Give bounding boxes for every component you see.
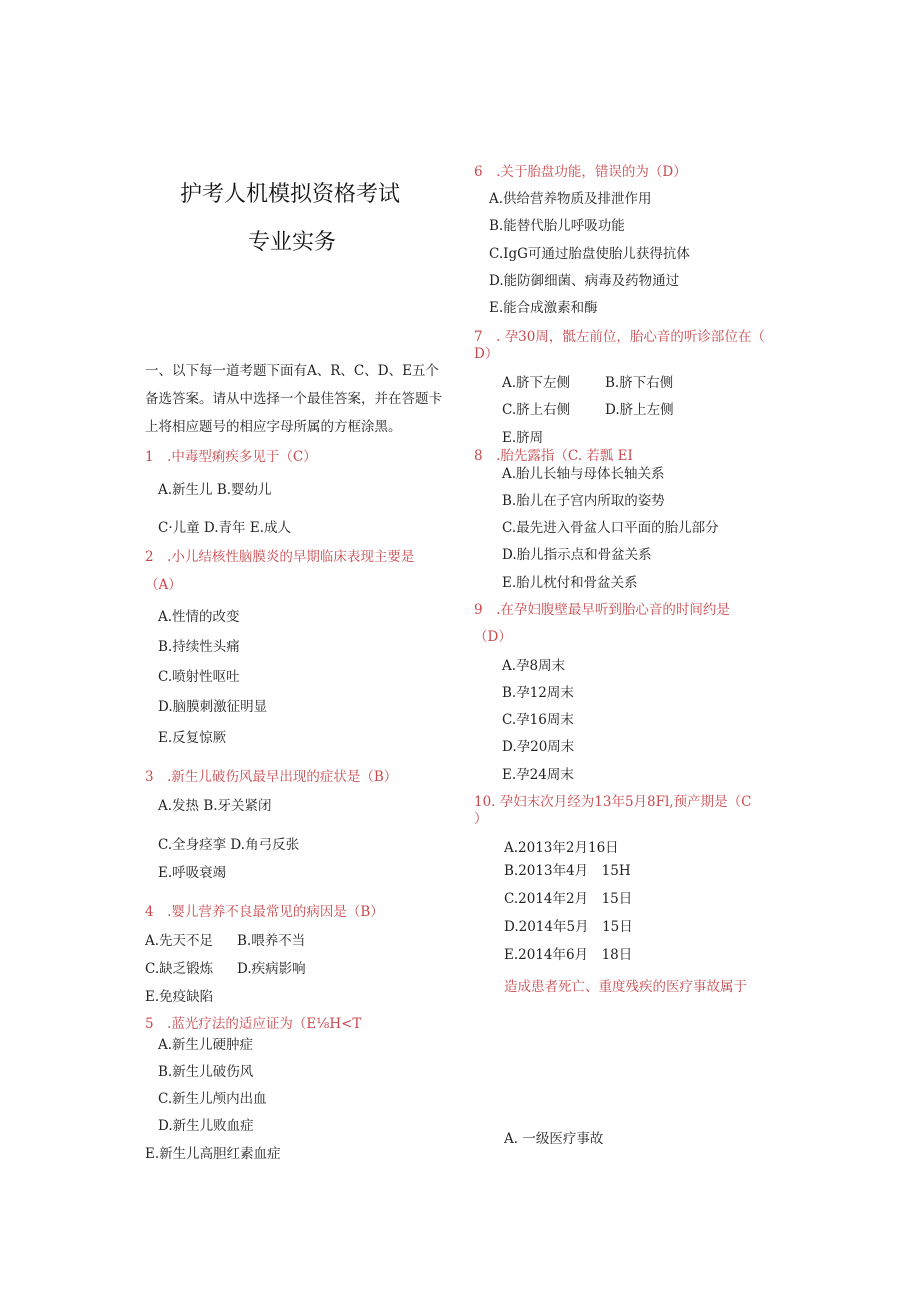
question-5-stem: 5 .蓝光疗法的适应证为（E⅛H<T <box>145 1016 362 1032</box>
question-1-options-1: A.新生儿 B.婴幼儿 <box>158 482 272 498</box>
question-3-stem: 3 .新生儿破伤风最早出现的症状是（B） <box>145 769 398 785</box>
question-1-options-2: C·儿童 D.青年 E.成人 <box>158 520 291 536</box>
question-6-option-c: C.IgG可通过胎盘使胎儿获得抗体 <box>489 246 690 262</box>
page-subtitle: 专业实务 <box>248 230 337 255</box>
question-10-stem-cont: ） <box>474 811 488 827</box>
question-4-option-c: C.缺乏锻炼 <box>145 961 214 977</box>
question-9-option-c: C.孕16周末 <box>502 712 574 728</box>
question-10-stem: 10. 孕妇末次月经为13年5月8Fl,预产期是（C <box>474 794 752 810</box>
question-9-option-a: A.孕8周末 <box>502 658 566 674</box>
question-5-option-e: E.新生儿高胆红素血症 <box>145 1146 281 1162</box>
question-6-stem: 6 .关于胎盘功能，错误的为（D） <box>474 164 687 180</box>
question-7-option-a: A.脐下左侧 <box>502 375 571 391</box>
question-9-option-b: B.孕12周末 <box>502 685 574 701</box>
question-8-option-e: E.胎儿枕付和骨盆关系 <box>502 575 638 591</box>
question-5-option-a: A.新生儿硬肿症 <box>158 1037 254 1053</box>
question-5-option-c: C.新生儿颅内出血 <box>158 1091 267 1107</box>
question-4-stem: 4 .婴儿营养不良最常见的病因是（B） <box>145 904 384 920</box>
question-10-option-a: A.2013年2月16日 <box>504 840 619 856</box>
instructions-line-3: 上将相应题号的相应字母所属的方框涂黑。 <box>145 419 402 435</box>
question-10-option-c: C.2014年2月 15日 <box>504 891 633 907</box>
question-1-stem: 1 .中毒型痢疾多见于（C） <box>145 449 317 465</box>
instructions-line-2: 备选答案。请从中选择一个最佳答案，并在答题卡 <box>145 391 442 407</box>
question-6-option-b: B.能替代胎儿呼吸功能 <box>489 218 625 234</box>
question-2-option-d: D.脑膜刺激征明显 <box>158 699 268 715</box>
question-10-option-b: B.2013年4月 15H <box>504 863 631 879</box>
question-2-stem: 2 .小儿结核性脑膜炎的早期临床表现主要是 <box>145 549 415 565</box>
question-8-stem: 8 .胎先露指（C. 若瓢 EI <box>474 448 633 464</box>
question-2-option-b: B.持续性头痛 <box>158 639 240 655</box>
question-2-option-c: C.喷射性呕吐 <box>158 669 240 685</box>
question-7-option-b: B.脐下右侧 <box>605 375 674 391</box>
question-8-option-a: A.胎儿长轴与母体长轴关系 <box>502 466 665 482</box>
question-11-option-a: A. 一级医疗事故 <box>504 1131 604 1147</box>
question-4-option-a: A.先天不足 <box>145 933 214 949</box>
question-11-stem: 造成患者死亡、重度残疾的医疗事故属于 <box>504 979 747 995</box>
question-3-options-2: C.全身痉挛 D.角弓反张 <box>158 837 300 853</box>
question-9-option-d: D.孕20周末 <box>502 739 575 755</box>
question-10-option-d: D.2014年5月 15日 <box>504 919 633 935</box>
question-8-option-d: D.胎儿指示点和骨盆关系 <box>502 547 652 563</box>
question-2-option-e: E.反复惊厥 <box>158 730 227 746</box>
question-7-stem: 7 . 孕30周，骶左前位，胎心音的听诊部位在（ <box>474 329 765 345</box>
question-3-options-3: E.呼吸衰竭 <box>158 865 227 881</box>
question-5-option-b: B.新生儿破伤风 <box>158 1064 254 1080</box>
question-4-option-b: B.喂养不当 <box>237 933 306 949</box>
question-10-option-e: E.2014年6月 18日 <box>504 947 633 963</box>
question-2-option-a: A.性情的改变 <box>158 609 240 625</box>
question-8-option-b: B.胎儿在子宫内所取的姿势 <box>502 493 665 509</box>
question-9-option-e: E.孕24周末 <box>502 767 574 783</box>
instructions-line-1: 一、以下每一道考题下面有A、R、C、D、E五个 <box>145 363 439 379</box>
question-9-stem: 9 .在孕妇腹壁最早听到胎心音的时间约是 <box>474 602 730 618</box>
question-6-option-d: D.能防御细菌、病毒及药物通过 <box>489 273 680 289</box>
question-6-option-e: E.能合成激素和酶 <box>489 300 598 316</box>
question-7-option-c: C.脐上右侧 <box>502 402 571 418</box>
question-8-option-c: C.最先进入骨盆人口平面的胎儿部分 <box>502 520 719 536</box>
question-3-options-1: A.发热 B.牙关紧闭 <box>158 798 272 814</box>
question-5-option-d: D.新生儿败血症 <box>158 1118 254 1134</box>
page-title: 护考人机模拟资格考试 <box>180 182 401 207</box>
question-2-stem-cont: （A） <box>145 577 182 593</box>
question-4-option-d: D.疾病影响 <box>237 961 306 977</box>
question-7-option-d: D.脐上左侧 <box>605 402 674 418</box>
question-6-option-a: A.供给营养物质及排泄作用 <box>489 191 652 207</box>
question-9-stem-cont: （D） <box>474 629 512 645</box>
question-7-option-e: E.脐周 <box>502 430 544 446</box>
question-7-stem-cont: D） <box>474 346 499 362</box>
question-4-option-e: E.免疫缺陷 <box>145 989 214 1005</box>
